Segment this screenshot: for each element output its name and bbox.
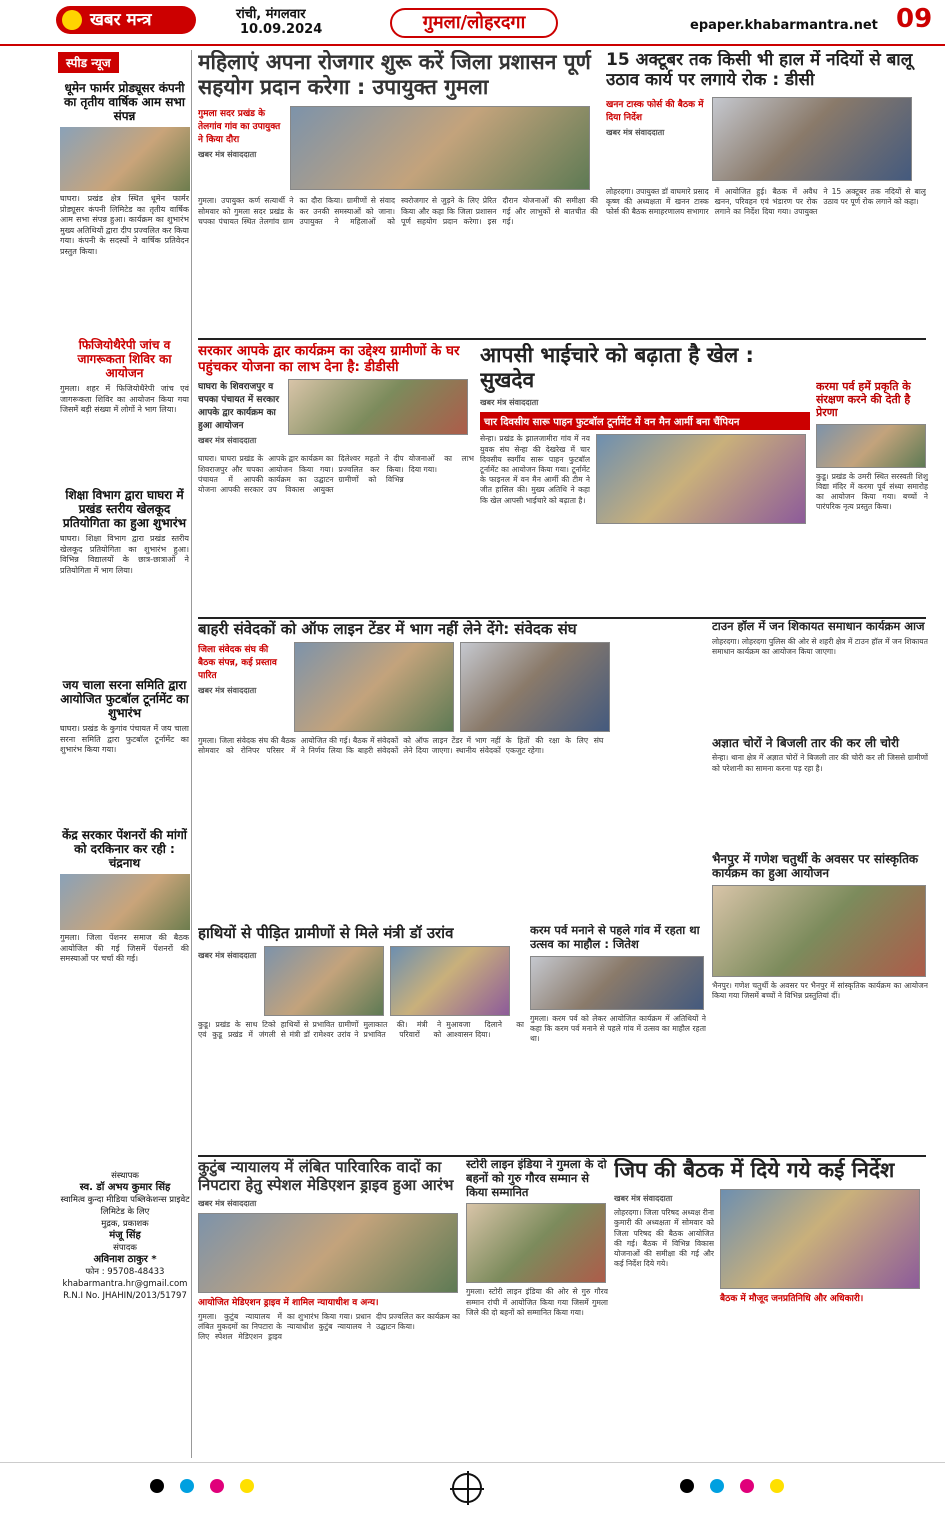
brief-body-5: गुमला। जिला पेंशनर समाज की बैठक आयोजित की गई जिसमें पेंशनरों की समस्याओं पर चर्चा की गई। (60, 933, 189, 963)
logo-text: खबर मन्त्र (90, 10, 152, 30)
imprint-editor: अविनाश ठाकुर * (93, 1254, 157, 1265)
brief-photo-5 (60, 874, 190, 930)
story-body: गुमला। स्टोरी लाइन इंडिया की ओर से गुरु गौरव सम्मान रांची में आयोजित किया गया जिसमें गुमला जिले की दो बहनों को सम्मानित किया गया। (466, 1287, 608, 1317)
color-swatch (710, 1479, 724, 1493)
story-photo (264, 946, 384, 1016)
story-photo (198, 1213, 458, 1293)
story-photo (712, 885, 926, 977)
story-contractors-union (198, 620, 706, 920)
story-football-sukhdev (480, 343, 810, 613)
story-headline: महिलाएं अपना रोजगार शुरू करें जिला प्रशासन पूर्ण सहयोग प्रदान करेगा : उपायुक्त गुमला (198, 50, 591, 100)
photo-caption: बैठक में मौजूद जनप्रतिनिधि और अधिकारी। (720, 1294, 864, 1305)
story-elephant-minister (198, 924, 524, 1150)
story-photo (288, 379, 468, 435)
brief-body-4: घाघरा। प्रखंड के कुगांव पंचायत में जय चाला सरना समिति द्वारा फुटबॉल टूर्नामेंट का शुभारंभ किया गया। (60, 724, 189, 754)
story-headline: अज्ञात चोरों ने बिजली तार की कर ली चोरी (712, 736, 900, 750)
imprint-publisher: मंजू सिंह (109, 1230, 141, 1241)
story-body: सेन्हा। थाना क्षेत्र में अज्ञात चोरों ने बिजली तार की चोरी कर ली जिससे ग्रामीणों को परेशानी का सामना करना पड़ रहा है। (712, 753, 928, 773)
story-photo (596, 434, 806, 524)
brief-headline-3: शिक्षा विभाग द्वारा घाघरा में प्रखंड स्तरीय खेलकूद प्रतियोगिता का हुआ शुभारंभ (62, 488, 187, 530)
page-number: 09 (896, 4, 933, 34)
imprint-line: मुद्रक, प्रकाशक (101, 1219, 149, 1229)
story-body: गुमला। करम पर्व को लेकर आयोजित कार्यक्रम में अतिथियों ने कहा कि करम पर्व मनाने से पहले गांव में उत्सव का माहौल रहता था। (530, 1013, 706, 1043)
masthead (0, 0, 945, 46)
story-headline: स्टोरी लाइन इंडिया ने गुमला के दो बहनों को गुरु गौरव सम्मान से किया सम्मानित (466, 1158, 607, 1199)
photo-caption: गुमला सदर प्रखंड के तेलगांव गांव का उपायुक्त ने किया दौरा (198, 109, 281, 146)
issue-date: 10.09.2024 (240, 22, 323, 37)
story-photo (294, 642, 454, 732)
story-photo (712, 97, 912, 181)
brief-headline-5: केंद्र सरकार पेंशनरों की मांगों को दरकिनार कर रही : चंद्रनाथ (62, 828, 187, 870)
byline: खबर मंत्र संवाददाता (198, 686, 257, 695)
photo-caption: घाघरा के शिवराजपुर व चपका पंचायत में सरकार आपके द्वार कार्यक्रम का हुआ आयोजन (198, 382, 280, 432)
photo-caption: खनन टास्क फोर्स की बैठक में दिया निर्देश (606, 99, 704, 123)
color-swatch (180, 1479, 194, 1493)
color-swatch (150, 1479, 164, 1493)
story-mediation-drive (198, 1158, 460, 1458)
registration-mark-icon (452, 1473, 482, 1503)
brief-body-2: गुमला। शहर में फिजियोथैरेपी जांच एवं जागरूकता शिविर का आयोजन किया गया जिसमें बड़ी संख्या में लोगों ने भाग लिया। (60, 384, 189, 414)
byline: खबर मंत्र संवाददाता (198, 436, 257, 446)
speed-news-column (58, 50, 192, 1458)
story-photo (466, 1203, 606, 1283)
story-body: लोहरदगा। लोहरदगा पुलिस की ओर से शहरी क्षेत्र में टाउन हॉल में जन शिकायत समाधान कार्यक्रम का आयोजन किया जाएगा। (712, 636, 928, 656)
brief-body-3: घाघरा। शिक्षा विभाग द्वारा प्रखंड स्तरीय खेलकूद प्रतियोगिता का शुभारंभ हुआ। विभिन्न विद्यालयों के छात्र-छात्राओं ने प्रतियोगिता में भाग लिया। (60, 534, 189, 575)
brief-photo-1 (60, 127, 190, 191)
color-swatch (770, 1479, 784, 1493)
story-karma-parv (816, 380, 928, 615)
story-headline: कुटुंब न्यायालय में लंबित पारिवारिक वादों का निपटारा हेतु स्पेशल मेडिएशन ड्राइव हुआ आरंभ (198, 1158, 454, 1194)
story-body: सेन्हा। प्रखंड के झालजामीरा गांव में नव युवक संघ सेन्हा की देखरेख में चार दिवसीय स्वर्गीय सारू पाहन फुटबॉल टूर्नामेंट का आयोजन किया गया। टूर्नामेंट के फाइनल में वन मैन आर्मी की टीम ने जीत हासिल की। मुख्य अतिथि ने कहा कि खेल आपसी भाईचारे को बढ़ाता है। (480, 434, 590, 505)
story-sand-mining (606, 50, 926, 335)
story-body: घाघरा। घाघरा प्रखंड के शिवराजपुर और चपका पंचायत में आपकी योजना आपकी सरकार आपके द्वार कार्यक्रम का आयोजन किया गया। कार्यक्रम का उद्घाटन उप विकास आयुक्त दिलेश्वर महतो ने दीप प्रज्वलित कर किया। ग्रामीणों को विभिन्न योजनाओं का लाभ दिया गया। (198, 454, 474, 494)
story-photo (290, 106, 590, 190)
imprint-rni: R.N.I No. JHAHIN/2013/51797 (63, 1291, 187, 1301)
imprint-line: स्वामित्व कुन्दा मीडिया पब्लिकेशन्स प्राइवेट लिमिटेड के लिए (60, 1195, 190, 1217)
color-swatch (210, 1479, 224, 1493)
story-headline: करमा पर्व हमें प्रकृति के संरक्षण करने की देती है प्रेरणा (816, 380, 911, 420)
byline: खबर मंत्र संवाददाता (606, 127, 665, 137)
imprint-phone: फोन : 95708-48433 (85, 1267, 165, 1277)
story-women-employment (198, 50, 598, 335)
logo-icon (62, 10, 82, 30)
story-headline: टाउन हॉल में जन शिकायत समाधान कार्यक्रम आज (712, 620, 925, 633)
story-body: गुमला। कुटुंब न्यायालय में लंबित मुकदमों का निपटारा के लिए स्पेशल मेडिएशन ड्राइव का शुभारंभ किया गया। प्रधान न्यायाधीश कुटुंब न्यायालय ने दीप प्रज्वलित कर कार्यक्रम का उद्घाटन किया। (198, 1312, 460, 1342)
print-footer (0, 1462, 945, 1517)
story-photo (816, 424, 926, 468)
divider (198, 617, 926, 619)
story-body: लोहरदगा। जिला परिषद अध्यक्ष रीना कुमारी की अध्यक्षता में सोमवार को जिला परिषद की बैठक आयोजित की गई। बैठक में विभिन्न विकास योजनाओं की समीक्षा की गई और कई निर्देश दिये गये। (614, 1208, 714, 1269)
story-headline: जिप की बैठक में दिये गये कई निर्देश (614, 1158, 895, 1182)
imprint-line: संपादक (113, 1243, 137, 1253)
speed-news-tag: स्पीड न्यूज (58, 52, 119, 73)
photo-caption: जिला संवेदक संघ की बैठक संपन्न, कई प्रस्ताव पारित (198, 645, 277, 681)
story-sarkar-aapke-dwar (198, 343, 474, 613)
imprint-box (58, 1170, 192, 1302)
story-body: कुडू। प्रखंड के साथ टिको एवं कुडू प्रखंड में जंगली हाथियों से प्रभावित ग्रामीणों से मंत्री डॉ रामेश्वर उरांव ने मुलाकात की। मंत्री ने प्रभावित परिवारों को मुआवजा दिलाने का आश्वासन दिया। (198, 1020, 524, 1040)
section-title: गुमला/लोहरदगा (390, 8, 558, 38)
story-headline: सरकार आपके द्वार कार्यक्रम का उद्देश्य ग्रामीणों के घर पहुंचकर योजना का लाभ देना है: डीडीसी (198, 343, 460, 376)
story-zila-parishad (614, 1158, 928, 1458)
story-headline: भैनपुर में गणेश चतुर्थी के अवसर पर सांस्कृतिक कार्यक्रम का हुआ आयोजन (712, 852, 919, 881)
city-day: रांची, मंगलवार (236, 7, 306, 22)
story-body: गुमला। उपायुक्त कर्ण सत्यार्थी ने सोमवार को गुमला सदर प्रखंड के चपका पंचायत स्थित तेलगांव ग्राम का दौरा किया। ग्रामीणों से संवाद कर उनकी समस्याओं को जाना। उपायुक्त ने महिलाओं को स्वरोजगार से जुड़ने के लिए प्रेरित किया और कहा कि जिला प्रशासन पूर्ण सहयोग प्रदान करेगा। इस दौरान योजनाओं की समीक्षा की गई और लाभुकों से बातचीत की गई। (198, 196, 598, 226)
byline: खबर मंत्र संवाददाता (198, 1199, 257, 1208)
story-guru-gaurav (466, 1158, 608, 1458)
story-headline: 15 अक्टूबर तक किसी भी हाल में नदियों से बालू उठाव कार्य पर लगाये रोक : डीसी (606, 50, 913, 91)
color-swatch (240, 1479, 254, 1493)
story-wire-theft (712, 736, 928, 846)
story-headline: बाहरी संवेदकों को ऑफ लाइन टेंडर में भाग नहीं लेने देंगे: संवेदक संघ (198, 620, 577, 638)
brief-headline-2: फिजियोथैरेपी जांच व जागरूकता शिविर का आयोजन (77, 338, 172, 380)
story-body: लोहरदगा। उपायुक्त डॉ वाघमारे प्रसाद कृष्ण की अध्यक्षता में खनन टास्क फोर्स की बैठक समाहरणालय सभागार में आयोजित हुई। बैठक में अवैध खनन, परिवहन एवं भंडारण पर रोक लगाने का निर्देश दिया गया। उपायुक्त ने 15 अक्टूबर तक नदियों से बालू उठाव पर पूर्ण रोक लगाने को कहा। (606, 186, 926, 217)
photo-caption: चार दिवसीय सारू पाहन फुटबॉल टूर्नामेंट में वन मैन आर्मी बना चैंपियन (480, 412, 810, 430)
imprint-line: संस्थापक (111, 1171, 139, 1181)
story-body: गुमला। जिला संवेदक संघ की बैठक सोमवार को रोनिपर परिसर में आयोजित की गई। बैठक में संवेदकों ने निर्णय लिया कि बाहरी संवेदकों को ऑफ लाइन टेंडर में भाग नहीं लेने दिया जाएगा। स्थानीय संवेदकों के हितों की रक्षा के लिए संघ एकजुट रहेगा। (198, 736, 604, 756)
byline: खबर मंत्र संवाददाता (198, 150, 257, 160)
epaper-url[interactable]: epaper.khabarmantra.net (690, 18, 878, 33)
story-headline: हाथियों से पीड़ित ग्रामीणों से मिले मंत्री डॉ उरांव (198, 924, 454, 942)
imprint-email[interactable]: khabarmantra.hr@gmail.com (62, 1279, 188, 1289)
story-photo (530, 956, 704, 1010)
story-photo-2 (390, 946, 510, 1016)
byline: खबर मंत्र संवाददाता (480, 398, 539, 408)
story-body: भैनपुर। गणेश चतुर्थी के अवसर पर भैनपुर में सांस्कृतिक कार्यक्रम का आयोजन किया गया जिसमें बच्चों ने विभिन्न प्रस्तुतियां दीं। (712, 980, 928, 1000)
byline: खबर मंत्र संवाददाता (614, 1194, 673, 1204)
newspaper-logo (56, 6, 196, 34)
color-swatch (680, 1479, 694, 1493)
story-karam-festival (530, 924, 706, 1150)
divider (198, 1155, 926, 1157)
color-swatch (740, 1479, 754, 1493)
story-headline: करम पर्व मनाने से पहले गांव में रहता था उत्सव का माहौल : जितेश (530, 924, 700, 951)
story-town-hall (712, 620, 928, 730)
imprint-founder: स्व. डॉ अभय कुमार सिंह (79, 1182, 171, 1193)
story-ganesh-chaturthi (712, 852, 928, 1137)
photo-caption: आयोजित मेडिएशन ड्राइव में शामिल न्यायाधीश व अन्य। (198, 1298, 379, 1308)
story-photo (720, 1189, 920, 1289)
brief-body-1: घाघरा। प्रखंड क्षेत्र स्थित धूमेन फार्मर प्रोड्यूसर कंपनी लिमिटेड का तृतीय वार्षिक आम सभा संपन्न हुआ। कार्यक्रम का शुभारंभ मुख्य अतिथियों द्वारा दीप प्रज्वलित कर किया गया। कंपनी के सदस्यों ने वार्षिक प्रतिवेदन प्रस्तुत किया। (60, 194, 189, 256)
story-body: कुडू। प्रखंड के उमरी स्थित सरस्वती शिशु विद्या मंदिर में करमा पूर्व संध्या समारोह का आयोजन किया गया। बच्चों ने पारंपरिक नृत्य प्रस्तुत किया। (816, 471, 928, 512)
story-headline: आपसी भाईचारे को बढ़ाता है खेल : सुखदेव (480, 343, 754, 393)
byline: खबर मंत्र संवाददाता (198, 951, 257, 960)
brief-headline-1: धूमेन फार्मर प्रोड्यूसर कंपनी का तृतीय वार्षिक आम सभा संपन्न (64, 81, 185, 123)
story-photo-2 (460, 642, 610, 732)
divider (198, 338, 926, 340)
brief-headline-4: जय चाला सरना समिति द्वारा आयोजित फुटबॉल टूर्नामेंट का शुभारंभ (60, 678, 189, 720)
